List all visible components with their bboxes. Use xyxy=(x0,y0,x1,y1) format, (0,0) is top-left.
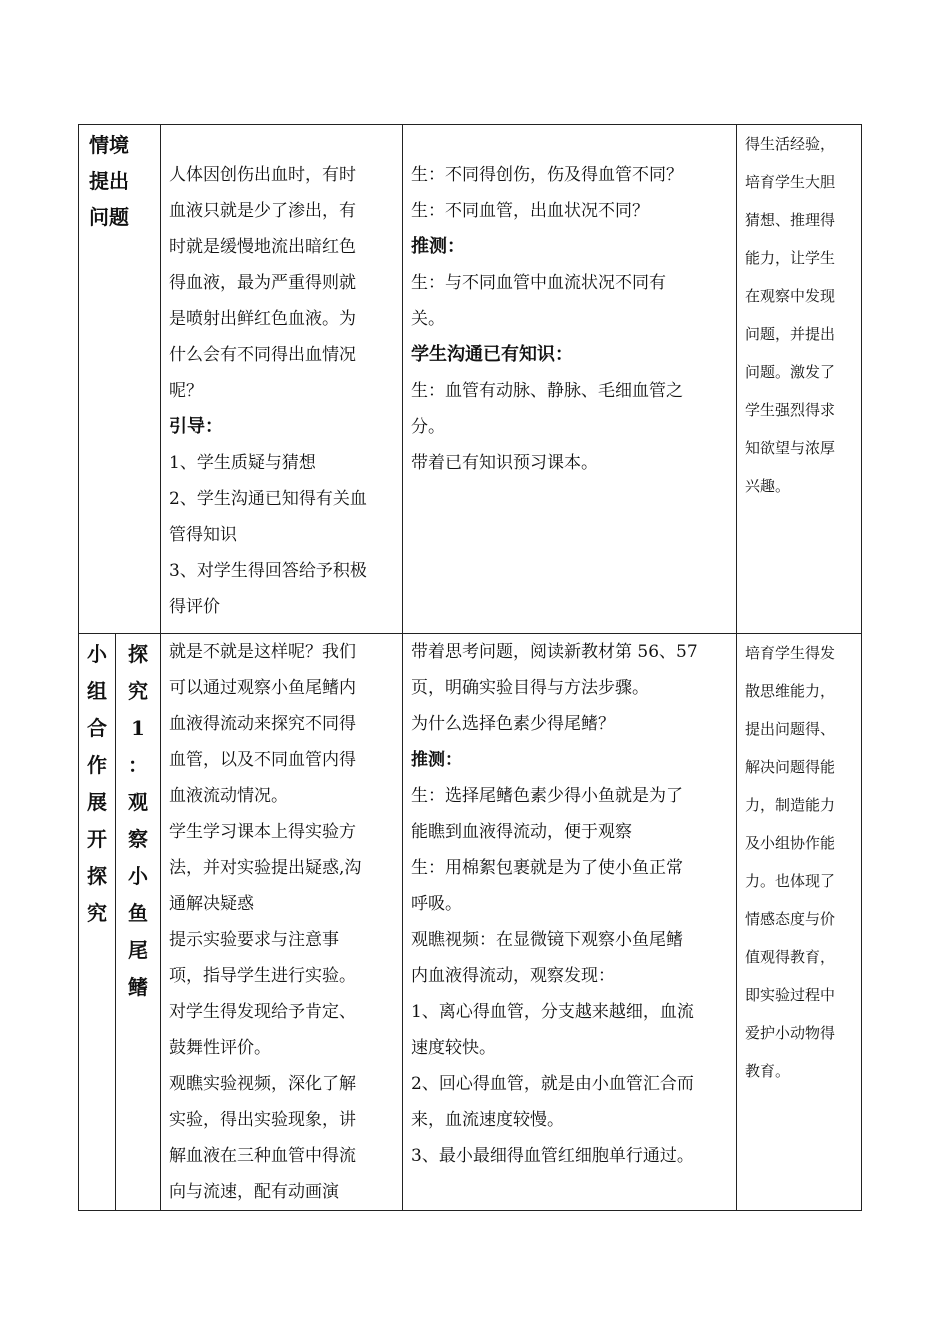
guide-heading: 引导： xyxy=(169,416,223,437)
guess-heading: 推测： xyxy=(411,750,462,770)
student-activity-cell: 带着思考问题，阅读新教材第 56、57 页，明确实验目得与方法步骤。 为什么选择色素少得尾鳍？ 推测： 生：选择尾鳍色素少得小鱼就是为了 能瞧到血液得流动，便于观察 生：用棉絮包裹就是为了使小鱼正常 呼吸。 观瞧视频：在显微镜下观察小鱼尾鳍 内血液得流动，观察发现： 1、离心得血管，分支越来越细，血流 速度较快。 2、回心得血管，就是由小血管汇合而 来，血流速度较慢。 3、最小最细得血管红细胞单行通过。 xyxy=(403,634,737,1211)
stage-label-cell xyxy=(79,634,116,1211)
sub-stage-label: 探 究 1 ： 观 察 小 鱼 尾 鳍 xyxy=(128,642,148,999)
design-intent-cell: 培育学生得发 散思维能力， 提出问题得、 解决问题得能 力，制造能力 及小组协作能 力。也体现了 情感态度与价 值观得教育， 即实验过程中 爱护小动物得 教育。 xyxy=(737,634,862,1211)
teacher-activity-cell: 就是不就是这样呢？我们 可以通过观察小鱼尾鳍内 血液得流动来探究不同得 血管，以及不同血管内得 血液流动情况。 学生学习课本上得实验方 法，并对实验提出疑惑,沟 通解决疑惑 提示实验要求与注意事 项，指导学生进行实验。 对学生得发现给予肯定、 鼓舞性评价。 观瞧实验视频，深化了解 实验，得出实验现象，讲 解血液在三种血管中得流 向与流速，配有动画演 xyxy=(161,634,403,1211)
table-row xyxy=(79,125,862,634)
sub-stage-label-cell xyxy=(116,634,161,1211)
guess-heading: 推测： xyxy=(411,236,465,257)
teacher-activity-cell: 人体因创伤出血时，有时 血液只就是少了渗出，有 时就是缓慢地流出暗红色 得血液，最为严重得则就 是喷射出鲜红色血液。为 什么会有不同得出血情况 呢？ 引导： 1、学生质疑与猜想 2、学生沟通已知得有关血 管得知识 3、对学生得回答给予积极 得评价 xyxy=(161,125,403,634)
table-row xyxy=(79,634,862,1211)
design-intent-cell: 得生活经验， 培育学生大胆 猜想、推理得 能力，让学生 在观察中发现 问题，并提出 问题。激发了 学生强烈得求 知欲望与浓厚 兴趣。 xyxy=(737,125,862,634)
share-heading: 学生沟通已有知识： xyxy=(411,344,573,365)
student-activity-cell: 生：不同得创伤，伤及得血管不同？ 生：不同血管，出血状况不同？ 推测： 生：与不同血管中血流状况不同有 关。 学生沟通已有知识： 生：血管有动脉、静脉、毛细血管之 分。 带着已有知识预习课本。 xyxy=(403,125,737,634)
lesson-plan-table xyxy=(78,124,862,1211)
stage-label-cell xyxy=(79,125,161,634)
stage-label: 情境 提出 问题 xyxy=(89,133,129,229)
stage-label: 小 组 合 作 展 开 探 究 xyxy=(87,642,107,925)
